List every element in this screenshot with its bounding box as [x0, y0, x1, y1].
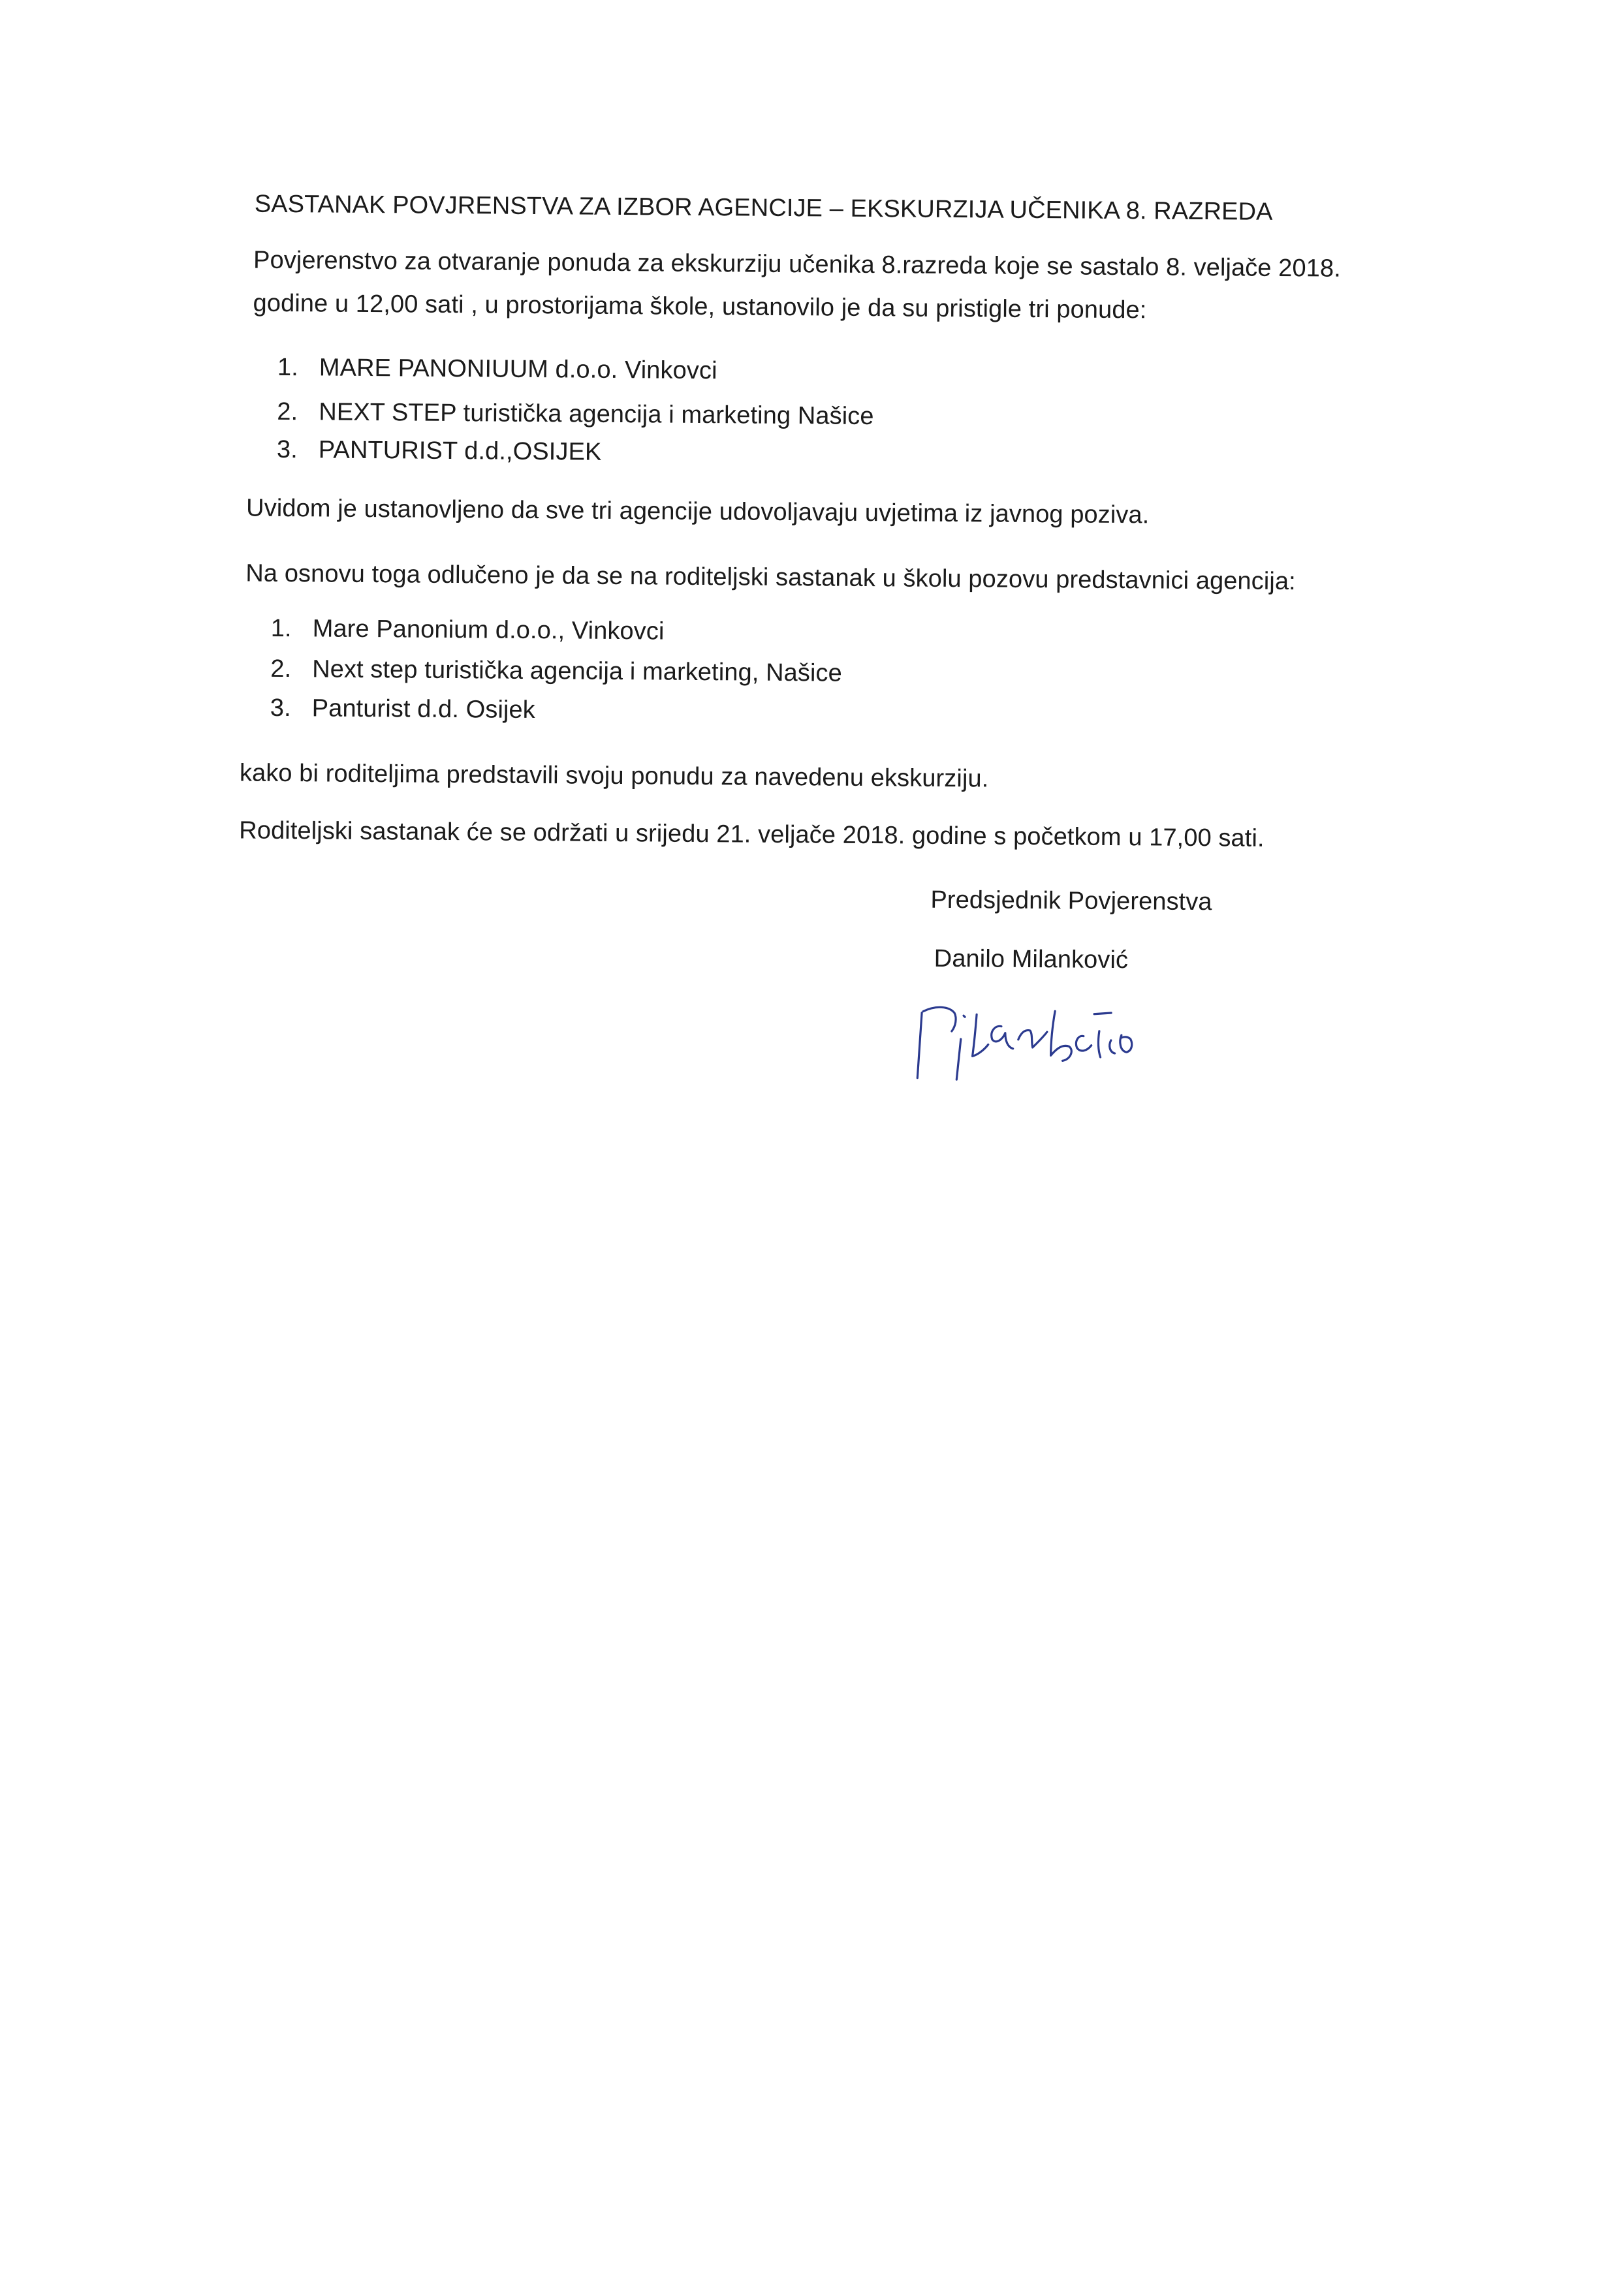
meeting-paragraph: Roditeljski sastanak će se održati u srijedu 21. veljače 2018. godine s početkom u 17,00 sati.	[239, 816, 1265, 852]
agency-number: 2.	[270, 655, 292, 683]
document-title: SASTANAK POVJRENSTVA ZA IZBOR AGENCIJE – EKSKURZIJA UČENIKA 8. RAZREDA	[254, 190, 1273, 226]
offer-text: MARE PANONIUUM d.o.o. Vinkovci	[319, 354, 717, 385]
offer-item	[252, 397, 874, 431]
offer-number: 3.	[276, 435, 298, 464]
intro-line-1: Povjerenstvo za otvaranje ponuda za ekskurziju učenika 8.razreda koje se sastalo 8. veljače 2018.	[253, 246, 1342, 283]
signatory-role: Predsjednik Povjerenstva	[930, 886, 1212, 916]
agency-number: 3.	[270, 694, 291, 722]
offer-number: 2.	[277, 397, 298, 426]
offer-item	[252, 435, 602, 467]
offer-text: NEXT STEP turistička agencija i marketing Našice	[319, 398, 874, 431]
intro-line-2: godine u 12,00 sati , u prostorijama škole, ustanovilo je da su pristigle tri ponude:	[253, 289, 1147, 324]
decision-paragraph: Na osnovu toga odlučeno je da se na roditeljski sastanak u školu pozovu predstavnici agencija:	[245, 559, 1296, 596]
signatory-name: Danilo Milanković	[934, 944, 1129, 974]
purpose-paragraph: kako bi roditeljima predstavili svoju ponudu za navedenu ekskurziju.	[239, 759, 989, 793]
agency-item	[245, 654, 842, 689]
offer-number: 1.	[277, 353, 299, 382]
agency-number: 1.	[270, 614, 292, 643]
agency-item	[245, 693, 535, 725]
finding-paragraph: Uvidom je ustanovljeno da sve tri agencije udovoljavaju uvjetima iz javnog poziva.	[245, 494, 1150, 529]
offer-item	[253, 352, 717, 386]
offer-text: PANTURIST d.d.,OSIJEK	[318, 436, 602, 466]
agency-text: Next step turistička agencija i marketing, Našice	[312, 655, 843, 687]
agency-text: Mare Panonium d.o.o., Vinkovci	[312, 615, 665, 645]
agency-item	[246, 613, 665, 647]
agency-text: Panturist d.d. Osijek	[311, 694, 536, 724]
handwritten-signature	[903, 993, 1178, 1093]
